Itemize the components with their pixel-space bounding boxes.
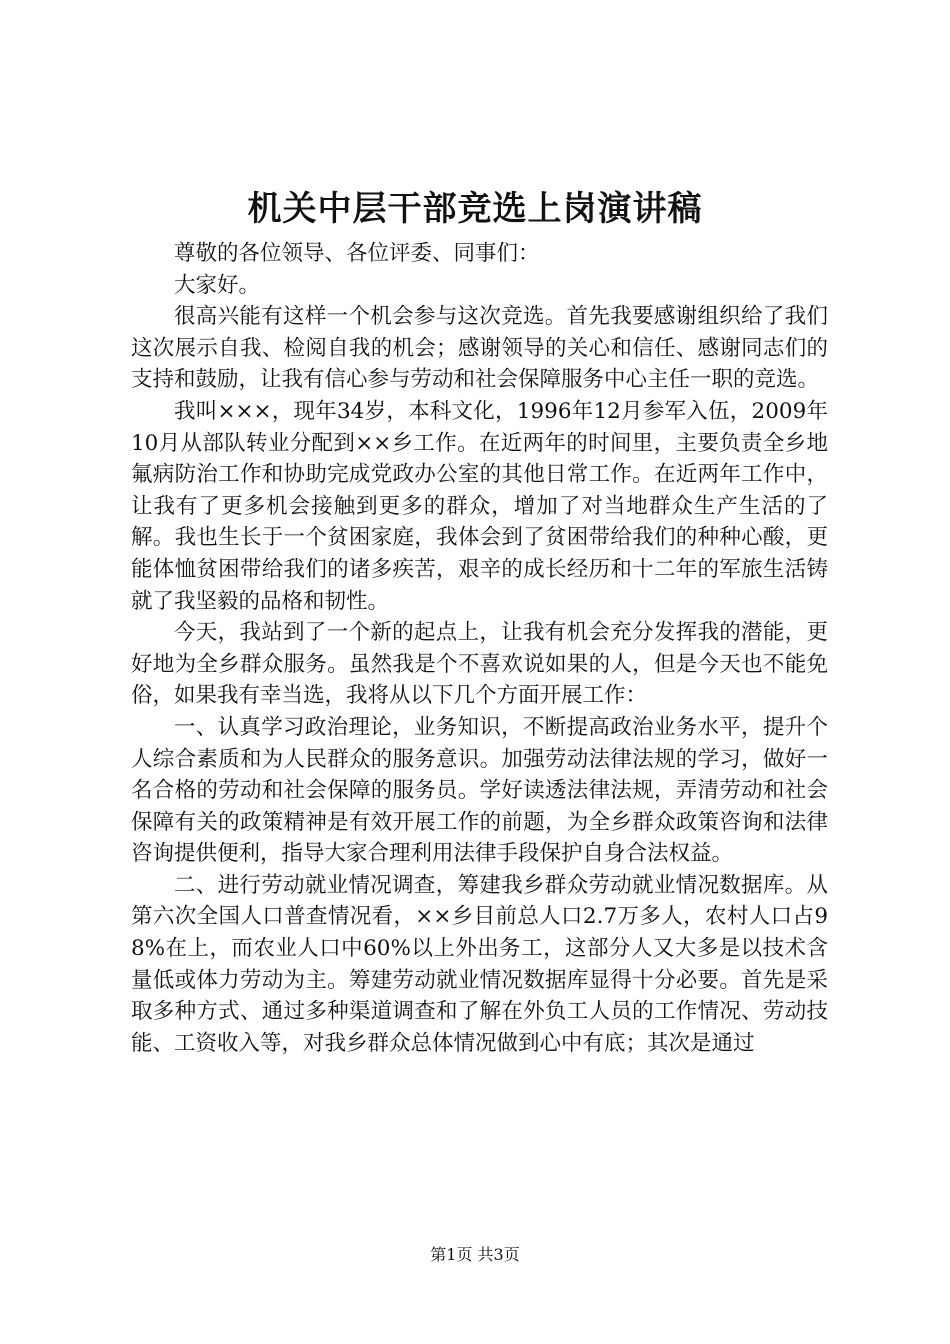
- salutation-paragraph: 尊敬的各位领导、各位评委、同事们：: [174, 241, 540, 266]
- body-paragraph: 今天，我站到了一个新的起点上，让我有机会充分发挥我的潜能，更好地为全乡群众服务。虽然我是个不喜欢说如果的人，但是今天也不能免俗，如果我有幸当选，我将从以下几个方面开展工作：: [131, 620, 828, 709]
- document-title: 机关中层干部竞选上岗演讲稿: [247, 189, 703, 229]
- body-paragraph: 我叫×××，现年34岁，本科文化，1996年12月参军入伍，2009年10月从部队转业分配到××乡工作。在近两年的时间里，主要负责全乡地氟病防治工作和协助完成党政办公室的其他日常工作。在近两年工作中，让我有了更多机会接触到更多的群众，增加了对当地群众生产生活的了解。我也生长于一个贫困家庭，我体会到了贫困带给我们的种种心酸，更能体恤贫困带给我们的诸多疾苦，艰辛的成长经历和十二年的军旅生活铸就了我坚毅的品格和韧性。: [131, 398, 828, 614]
- body-paragraph: 一、认真学习政治理论，业务知识，不断提高政治业务水平，提升个人综合素质和为人民群众的服务意识。加强劳动法律法规的学习，做好一名合格的劳动和社会保障的服务员。学好读透法律法规，弄清劳动和社会保障有关的政策精神是有效开展工作的前题，为全乡群众政策咨询和法律咨询提供便利，指导大家合理利用法律手段保护自身合法权益。: [131, 714, 828, 867]
- body-paragraph: 很高兴能有这样一个机会参与这次竞选。首先我要感谢组织给了我们这次展示自我、检阅自我的机会；感谢领导的关心和信任、感谢同志们的支持和鼓励，让我有信心参与劳动和社会保障服务中心主任一职的竞选。: [131, 304, 828, 393]
- document-body: [131, 238, 828, 1059]
- body-paragraph: 二、进行劳动就业情况调查，筹建我乡群众劳动就业情况数据库。从第六次全国人口普查情况看，××乡目前总人口2.7万多人，农村人口占98%在上，而农业人口中60%以上外出务工，这部分人又大多是以技术含量低或体力劳动为主。筹建劳动就业情况数据库显得十分必要。首先是采取多种方式、通过多种渠道调查和了解在外负工人员的工作情况、劳动技能、工资收入等，对我乡群众总体情况做到心中有底；其次是通过: [131, 872, 828, 1056]
- page-number-footer: 第1页 共3页: [430, 1245, 520, 1264]
- greeting-paragraph: 大家好。: [174, 272, 261, 298]
